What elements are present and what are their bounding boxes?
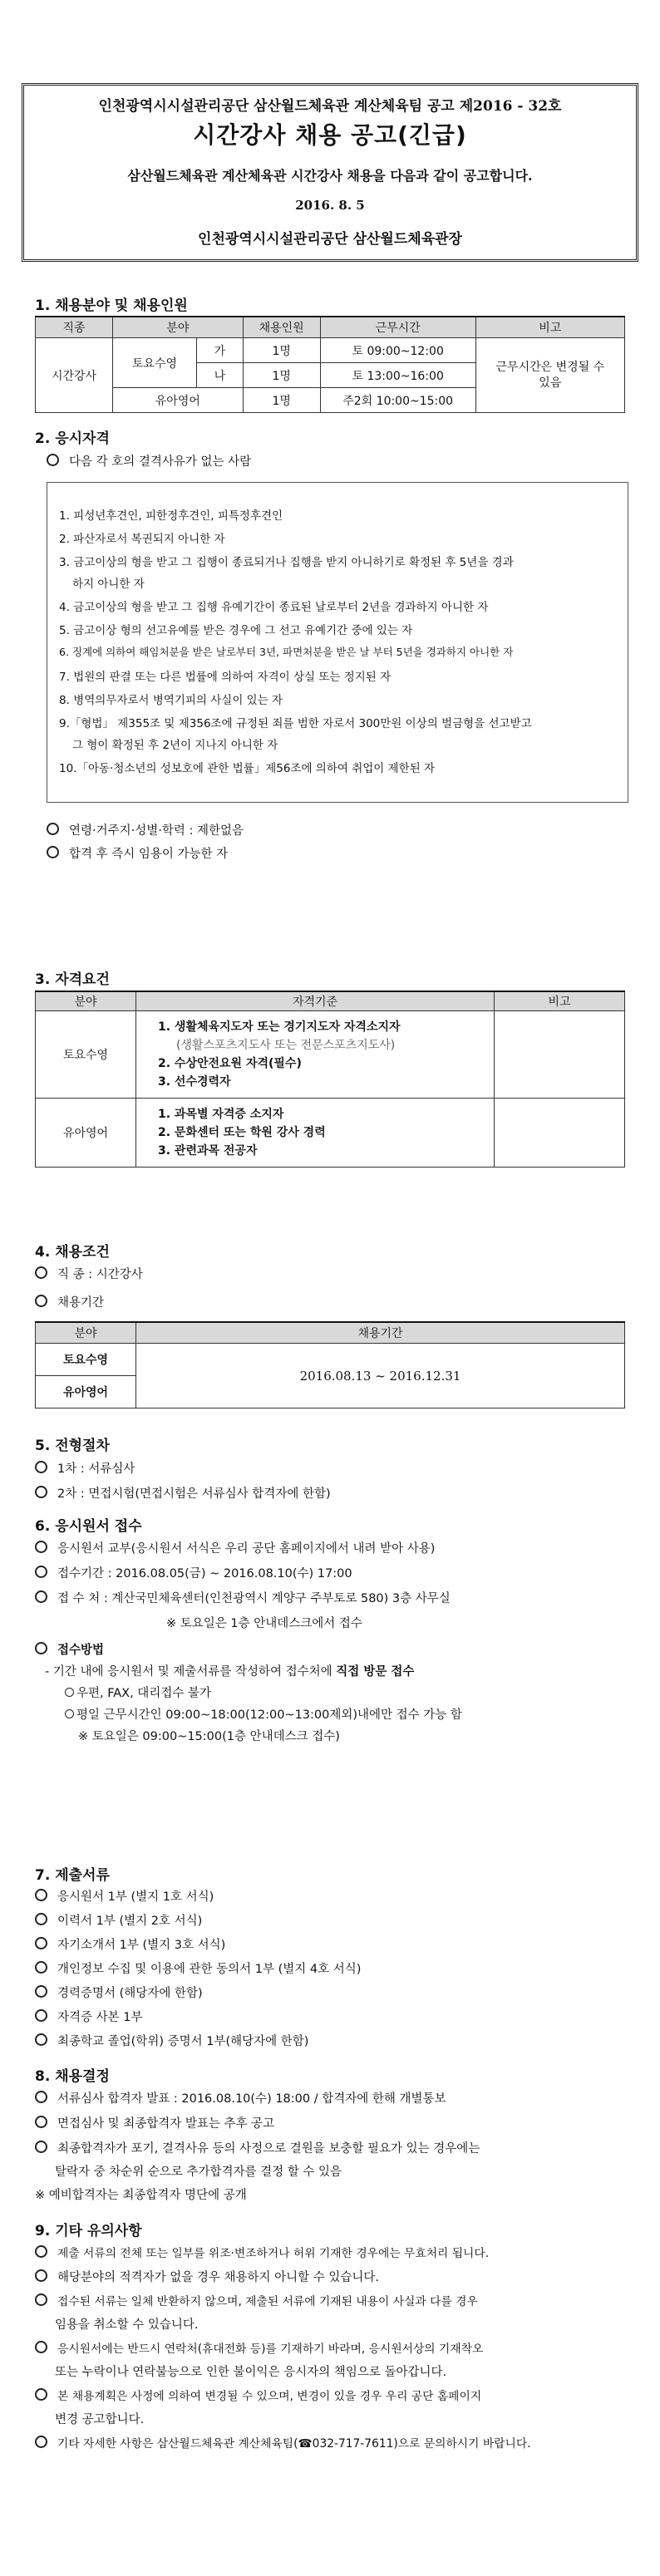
notice-text: 제출 서류의 전체 또는 일부를 위조·변조하거나 허위 기재한 경우에는 무효처리 됩니다. bbox=[57, 2247, 490, 2260]
notice-line bbox=[35, 2268, 379, 2285]
issuing-org: 인천광역시시설관리공단 삼산월드체육관장 bbox=[198, 231, 462, 248]
method-desc: ※ 토요일은 09:00~15:00(1층 안내데스크 접수) bbox=[78, 1730, 340, 1743]
list-item: 2. 파산자로서 복권되지 아니한 자 bbox=[59, 533, 225, 546]
info-line bbox=[35, 1589, 451, 1606]
list-item: 4. 금고이상의 형을 받고 그 집행 유예기간이 종료된 날로부터 2년을 경과하지 아니한 자 bbox=[59, 601, 489, 614]
notice-number: 인천광역시시설관리공단 삼산월드체육관 계산체육팀 공고 제2016 - 32호 bbox=[98, 98, 562, 115]
method-desc bbox=[65, 1684, 211, 1701]
circle-bullet-icon bbox=[35, 1266, 47, 1279]
list-item: 그 형이 확정된 후 2년이 지나지 아니한 자 bbox=[72, 739, 278, 752]
criteria-item: 2. 문화센터 또는 학원 강사 경력 bbox=[158, 1126, 326, 1139]
decision-text: 서류심사 합격자 발표 : 2016.08.10(수) 18:00 / 합격자에 한해 개별통보 bbox=[57, 2092, 446, 2106]
note-cell: 근무시간은 변경될 수 있음 bbox=[475, 338, 624, 413]
method-text: - 기간 내에 응시원서 및 제출서류를 작성하여 접수처에 bbox=[45, 1665, 337, 1679]
job-text: 직 종 : 시간강사 bbox=[57, 1268, 143, 1281]
decision-cont: 탈락자 중 차순위 순으로 추가합격자를 결정 할 수 있음 bbox=[55, 2166, 342, 2179]
announce-date: 2016. 8. 5 bbox=[295, 198, 365, 213]
col-header: 채용기간 bbox=[136, 1322, 625, 1344]
step-line bbox=[35, 1484, 331, 1502]
section-7-heading: 7. 제출서류 bbox=[35, 1867, 110, 1884]
circle-bullet-icon bbox=[35, 1461, 47, 1473]
criteria-item: 3. 관련과목 전공자 bbox=[158, 1144, 258, 1158]
section-9-heading: 9. 기타 유의사항 bbox=[35, 2223, 142, 2239]
field-cell: 유아영어 bbox=[36, 1099, 136, 1168]
section-3-heading: 3. 자격요건 bbox=[35, 971, 110, 988]
criteria-cell bbox=[136, 1011, 495, 1099]
intro-text: 다음 각 호의 결격사유가 없는 사람 bbox=[69, 455, 252, 469]
circle-bullet-icon bbox=[35, 1566, 47, 1578]
doc-item bbox=[35, 1911, 202, 1929]
circle-bullet-icon bbox=[35, 1541, 47, 1553]
step-line bbox=[35, 1459, 135, 1477]
small-circle-icon bbox=[65, 1709, 74, 1718]
method-desc bbox=[65, 1705, 462, 1723]
age-line bbox=[47, 821, 244, 838]
circle-bullet-icon bbox=[47, 823, 59, 835]
period-table bbox=[35, 1321, 625, 1408]
criteria-item: 1. 생활체육지도자 또는 경기지도자 자격소지자 bbox=[158, 1020, 401, 1034]
info-text: 접 수 처 : 계산국민체육센터(인천광역시 계양구 주부토로 580) 3층 사무실 bbox=[57, 1592, 451, 1605]
criteria-item: 3. 선수경력자 bbox=[158, 1075, 231, 1089]
notice-text: 해당분야의 적격자가 없을 경우 채용하지 아니할 수 있습니다. bbox=[57, 2271, 380, 2284]
decision-line bbox=[35, 2089, 446, 2107]
col-header: 분야 bbox=[36, 1322, 136, 1344]
disqualification-box bbox=[47, 482, 628, 803]
notice-line bbox=[35, 2292, 478, 2308]
circle-bullet-icon bbox=[47, 846, 59, 858]
step-text: 1차 : 서류심사 bbox=[57, 1463, 135, 1476]
circle-bullet-icon bbox=[35, 2116, 47, 2128]
circle-bullet-icon bbox=[35, 1961, 47, 1974]
circle-bullet-icon bbox=[35, 2388, 47, 2401]
criteria-cell bbox=[136, 1099, 495, 1168]
circle-bullet-icon bbox=[35, 1295, 47, 1307]
section-6-heading: 6. 응시원서 접수 bbox=[35, 1518, 142, 1535]
count-cell: 1명 bbox=[243, 388, 320, 413]
doc-item bbox=[35, 1959, 361, 1977]
circle-bullet-icon bbox=[35, 2141, 47, 2153]
section-8-heading: 8. 채용결정 bbox=[35, 2068, 110, 2085]
hours-cell: 토 13:00~16:00 bbox=[320, 363, 475, 388]
doc-item bbox=[35, 1935, 225, 1953]
hours-cell: 토 09:00~12:00 bbox=[320, 338, 475, 363]
count-cell: 1명 bbox=[243, 338, 320, 363]
section-2-heading: 2. 응시자격 bbox=[35, 430, 110, 447]
list-item: 3. 금고이상의 형을 받고 그 집행이 종료되거나 집행을 받지 아니하기로 확정된 후 5년을 경과 bbox=[59, 556, 514, 569]
intro-line bbox=[47, 452, 251, 469]
list-item: 7. 법원의 판결 또는 다른 법률에 의하여 자격이 상실 또는 정지된 자 bbox=[59, 671, 392, 684]
method-line bbox=[35, 1640, 104, 1658]
method-emphasis: 직접 방문 접수 bbox=[336, 1665, 415, 1679]
list-item: 10.「아동·청소년의 성보호에 관한 법률」제56조에 의하여 취업이 제한된 자 bbox=[59, 762, 436, 775]
circle-bullet-icon bbox=[35, 2436, 47, 2448]
doc-item bbox=[35, 1984, 203, 2001]
circle-bullet-icon bbox=[35, 1590, 47, 1603]
method-label: 접수방법 bbox=[57, 1644, 105, 1657]
info-note: ※ 토요일은 1층 안내데스크에서 접수 bbox=[166, 1617, 362, 1630]
decision-line bbox=[35, 2114, 274, 2131]
decision-note: ※ 예비합격자는 최종합격자 명단에 공개 bbox=[35, 2189, 247, 2202]
circle-bullet-icon bbox=[35, 1913, 47, 1925]
doc-item bbox=[35, 2008, 143, 2025]
section-1-heading: 1. 채용분야 및 채용인원 bbox=[35, 297, 188, 314]
notice-line bbox=[35, 2434, 531, 2451]
decision-text: 면접심사 및 최종합격자 발표는 추후 공고 bbox=[57, 2117, 275, 2131]
info-text: 응시원서 교부(응시원서 서식은 우리 공단 홈페이지에서 내려 받아 사용) bbox=[57, 1542, 436, 1556]
circle-bullet-icon bbox=[35, 2245, 47, 2258]
step-text: 2차 : 면접시험(면접시험은 서류심사 합격자에 한함) bbox=[57, 1487, 331, 1501]
notice-text: 응시원서에는 반드시 연락처(휴대전화 등)를 기재하기 바라며, 응시원서상의 기재착오 bbox=[57, 2342, 484, 2356]
notice-cont: 임용을 취소할 수 있습니다. bbox=[55, 2318, 199, 2332]
notice-line bbox=[35, 2339, 483, 2356]
job-line bbox=[35, 1265, 143, 1282]
appoint-text: 합격 후 즉시 임용이 가능한 자 bbox=[69, 848, 229, 861]
section-4-heading: 4. 채용조건 bbox=[35, 1244, 110, 1261]
info-line bbox=[35, 1564, 352, 1581]
decision-text: 최종합격자가 포기, 결격사유 등의 사정으로 결원을 보충할 필요가 있는 경우에는 bbox=[57, 2142, 480, 2156]
doc-text: 경력증명서 (해당자에 한함) bbox=[57, 1987, 203, 2000]
notice-line bbox=[35, 2244, 489, 2260]
col-header: 비고 bbox=[475, 317, 624, 338]
period-cell: 2016.08.13 ~ 2016.12.31 bbox=[136, 1344, 625, 1408]
circle-bullet-icon bbox=[35, 2091, 47, 2103]
note-cell bbox=[495, 1099, 625, 1168]
method-text: 평일 근무시간인 09:00~18:00(12:00~13:00제외)내에만 접수 가능 함 bbox=[76, 1708, 462, 1722]
note-cell bbox=[495, 1011, 625, 1099]
notice-cont: 변경 공고합니다. bbox=[55, 2413, 145, 2426]
method-text: 우편, FAX, 대리접수 불가 bbox=[76, 1687, 211, 1700]
field-cell: 토요수영 bbox=[36, 1011, 136, 1099]
notice-line bbox=[35, 2387, 481, 2403]
doc-text: 최종학교 졸업(학위) 증명서 1부(해당자에 한함) bbox=[57, 2035, 309, 2048]
notice-text: 접수된 서류는 일체 반환하지 않으며, 제출된 서류에 기재된 내용이 사실과 다를 경우 bbox=[57, 2295, 478, 2308]
circle-bullet-icon bbox=[35, 1889, 47, 1901]
doc-text: 자기소개서 1부 (별지 3호 서식) bbox=[57, 1939, 226, 1952]
col-header: 비고 bbox=[495, 991, 625, 1011]
recruitment-table bbox=[35, 316, 625, 413]
list-item: 9.「형법」 제355조 및 제356조에 규정된 죄를 범한 자로서 300만원 이상의 벌금형을 선고받고 bbox=[59, 717, 532, 730]
col-header: 직종 bbox=[36, 317, 113, 338]
page-title: 시간강사 채용 공고(긴급) bbox=[193, 121, 467, 149]
hours-cell: 주2회 10:00~15:00 bbox=[320, 388, 475, 413]
qualification-table bbox=[35, 991, 625, 1168]
info-line bbox=[35, 1539, 435, 1556]
subtitle: 삼산월드체육관 계산체육관 시간강사 채용을 다음과 같이 공고합니다. bbox=[127, 168, 533, 184]
list-item: 8. 병역의무자로서 병역기피의 사실이 있는 자 bbox=[59, 694, 283, 707]
list-item: 5. 금고이상 형의 선고유예를 받은 경우에 그 선고 유예기간 중에 있는 자 bbox=[59, 624, 413, 637]
criteria-note: (생활스포츠지도사 또는 전문스포츠지도사) bbox=[176, 1039, 396, 1052]
period-line bbox=[35, 1293, 104, 1310]
method-desc bbox=[45, 1662, 414, 1679]
age-text: 연령·거주지·성별·학력 : 제한없음 bbox=[69, 824, 244, 838]
list-item: 6. 징계에 의하여 해임처분을 받은 날로부터 3년, 파면처분을 받은 날 부터 5년을 경과하지 아니한 자 bbox=[59, 646, 514, 658]
notice-cont: 또는 누락이나 연락불능으로 인한 불이익은 응시자의 책임으로 돌아갑니다. bbox=[55, 2366, 447, 2379]
doc-text: 응시원서 1부 (별지 1호 서식) bbox=[57, 1890, 214, 1904]
circle-bullet-icon bbox=[35, 1642, 47, 1654]
criteria-item: 1. 과목별 자격증 소지자 bbox=[158, 1108, 284, 1121]
small-circle-icon bbox=[65, 1688, 74, 1697]
doc-item bbox=[35, 1887, 214, 1905]
circle-bullet-icon bbox=[35, 2033, 47, 2046]
field-cell: 토요수영 bbox=[36, 1344, 136, 1376]
group-cell: 나 bbox=[197, 363, 244, 388]
circle-bullet-icon bbox=[35, 2269, 47, 2282]
job-cell: 시간강사 bbox=[36, 338, 113, 413]
info-text: 접수기간 : 2016.08.05(금) ~ 2016.08.10(수) 17:00 bbox=[57, 1567, 352, 1581]
circle-bullet-icon bbox=[35, 2293, 47, 2306]
doc-item bbox=[35, 2032, 308, 2049]
col-header: 분야 bbox=[113, 317, 244, 338]
circle-bullet-icon bbox=[35, 1937, 47, 1949]
circle-bullet-icon bbox=[47, 454, 59, 466]
doc-text: 자격증 사본 1부 bbox=[57, 2011, 143, 2024]
col-header: 근무시간 bbox=[320, 317, 475, 338]
circle-bullet-icon bbox=[35, 1486, 47, 1498]
period-label: 채용기간 bbox=[57, 1296, 105, 1310]
field-cell: 유아영어 bbox=[113, 388, 244, 413]
col-header: 자격기준 bbox=[136, 991, 495, 1011]
contact-text: 기타 자세한 사항은 삼산월드체육관 계산체육팀(☎032-717-7611)으로 문의하시기 바랍니다. bbox=[57, 2437, 531, 2451]
doc-text: 이력서 1부 (별지 2호 서식) bbox=[57, 1915, 203, 1928]
field-cell: 유아영어 bbox=[36, 1376, 136, 1408]
circle-bullet-icon bbox=[35, 1985, 47, 1998]
count-cell: 1명 bbox=[243, 363, 320, 388]
appoint-line bbox=[47, 844, 228, 862]
criteria-item: 2. 수상안전요원 자격(필수) bbox=[158, 1057, 302, 1070]
list-item: 하지 아니한 자 bbox=[72, 578, 145, 591]
field-cell: 토요수영 bbox=[113, 338, 197, 388]
circle-bullet-icon bbox=[35, 2009, 47, 2022]
circle-bullet-icon bbox=[35, 2341, 47, 2353]
notice-text: 본 채용계획은 사정에 의하여 변경될 수 있으며, 변경이 있을 경우 우리 공단 홈페이지 bbox=[57, 2390, 482, 2403]
announcement-header bbox=[22, 83, 638, 262]
section-5-heading: 5. 전형절차 bbox=[35, 1438, 110, 1454]
col-header: 채용인원 bbox=[243, 317, 320, 338]
doc-text: 개인정보 수집 및 이용에 관한 동의서 1부 (별지 4호 서식) bbox=[57, 1963, 362, 1976]
list-item: 1. 피성년후견인, 피한정후견인, 피특정후견인 bbox=[59, 509, 283, 523]
col-header: 분야 bbox=[36, 991, 136, 1011]
group-cell: 가 bbox=[197, 338, 244, 363]
decision-line bbox=[35, 2139, 480, 2156]
